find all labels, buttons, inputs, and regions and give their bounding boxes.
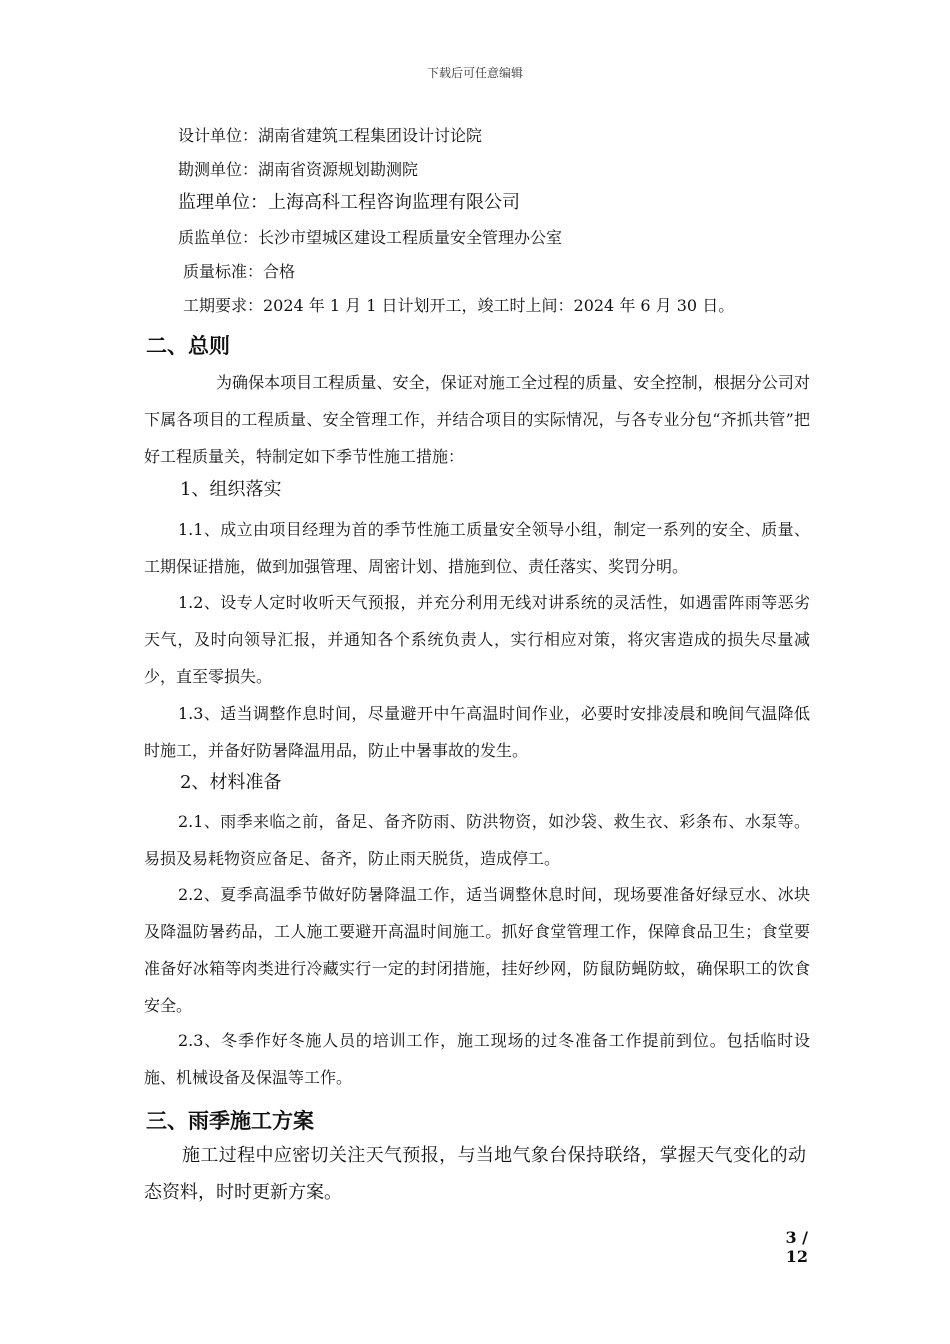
quality-supervision-unit: 质监单位：长沙市望城区建设工程质量安全管理办公室 bbox=[178, 228, 563, 247]
quality-standard: 质量标准：合格 bbox=[183, 262, 296, 281]
paragraph-2-1: 2.1、雨季来临之前，备足、备齐防雨、防洪物资，如沙袋、救生衣、彩条布、水泵等。易损及易耗物资应备足、备齐，防止雨天脱货，造成停工。 bbox=[144, 812, 810, 868]
design-unit: 设计单位：湖南省建筑工程集团设计讨论院 bbox=[178, 126, 483, 145]
paragraph-2-2: 2.2、夏季高温季节做好防暑降温工作，适当调整休息时间，现场要准备好绿豆水、冰块及降温防暑药品，工人施工要避开高温时间施工。抓好食堂管理工作，保障食品卫生；食堂要准备好冰箱等肉类进行冷藏实行一定的封闭措施，挂好纱网，防鼠防蝇防蚊，确保职工的饮食安全。 bbox=[144, 885, 810, 1015]
paragraph-1-1: 1.1、成立由项目经理为首的季节性施工质量安全领导小组，制定一系列的安全、质量、工期保证措施，做到加强管理、周密计划、措施到位、责任落实、奖罚分明。 bbox=[144, 520, 810, 576]
section-heading-rainy-season: 三、雨季施工方案 bbox=[146, 1109, 314, 1133]
subheading-materials: 2、材料准备 bbox=[180, 772, 282, 793]
subheading-organization: 1、组织落实 bbox=[180, 479, 282, 500]
paragraph-1-2: 1.2、设专人定时收听天气预报，并充分利用无线对讲系统的灵活性，如遇雷阵雨等恶劣天气，及时向领导汇报，并通知各个系统负责人，实行相应对策，将灾害造成的损失尽量减少，直至零损失。 bbox=[144, 593, 810, 686]
page-header: 下载后可任意编辑 bbox=[426, 66, 523, 80]
supervision-unit: 监理单位：上海高科工程咨询监理有限公司 bbox=[178, 192, 520, 213]
section-heading-general: 二、总则 bbox=[146, 334, 230, 358]
rainy-season-intro-paragraph: 施工过程中应密切关注天气预报，与当地气象台保持联络，掌握天气变化的动态资料，时时更新方案。 bbox=[144, 1145, 806, 1203]
paragraph-2-3: 2.3、冬季作好冬施人员的培训工作，施工现场的过冬准备工作提前到位。包括临时设施、机械设备及保温等工作。 bbox=[144, 1031, 810, 1087]
page-number: 3 / 12 bbox=[785, 1228, 808, 1266]
survey-unit: 勘测单位：湖南省资源规划勘测院 bbox=[178, 160, 419, 179]
general-intro-paragraph: 为确保本项目工程质量、安全，保证对施工全过程的质量、安全控制，根据分公司对下属各项目的工程质量、安全管理工作，并结合项目的实际情况，与各专业分包“齐抓共管”把好工程质量关，特制定如下季节性施工措施： bbox=[144, 373, 810, 466]
paragraph-1-3: 1.3、适当调整作息时间，尽量避开中午高温时间作业，必要时安排凌晨和晚间气温降低时施工，并备好防暑降温用品，防止中暑事故的发生。 bbox=[144, 704, 810, 760]
schedule-requirement: 工期要求：2024 年 1 月 1 日计划开工，竣工时上间：2024 年 6 月 30 日。 bbox=[183, 296, 735, 315]
